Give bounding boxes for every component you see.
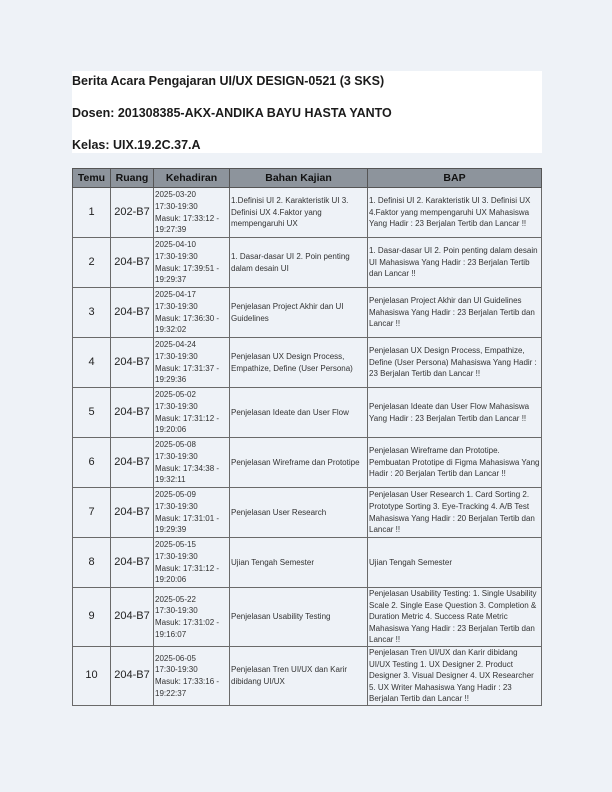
lecturer-info: Dosen: 201308385-AKX-ANDIKA BAYU HASTA YANTO bbox=[72, 106, 392, 120]
cell-bahan-kajian: Penjelasan User Research bbox=[230, 488, 368, 538]
cell-bahan-kajian: Penjelasan Tren UI/UX dan Karir dibidang UI/UX bbox=[230, 646, 368, 705]
column-header-ruang: Ruang bbox=[111, 169, 154, 188]
table-row bbox=[73, 238, 542, 288]
cell-kehadiran: 2025-06-05 17:30-19:30 Masuk: 17:33:16 - 19:22:37 bbox=[154, 646, 230, 705]
cell-bap: Penjelasan Tren UI/UX dan Karir dibidang UI/UX Testing 1. UX Designer 2. Product Designer 3. Visual Designer 4. UX Researcher 5. UX Writer Mahasiswa Yang Hadir : 23 Berjalan Tertib dan Lancar !! bbox=[368, 646, 542, 705]
cell-temu: 2 bbox=[73, 238, 111, 288]
cell-temu: 1 bbox=[73, 188, 111, 238]
cell-bap: Penjelasan Wireframe dan Prototipe. Pembuatan Prototipe di Figma Mahasiswa Yang Hadir : 20 Berjalan Tertib dan Lancar !! bbox=[368, 438, 542, 488]
cell-temu: 7 bbox=[73, 488, 111, 538]
cell-ruang: 204-B7 bbox=[111, 538, 154, 588]
column-header-kehadiran: Kehadiran bbox=[154, 169, 230, 188]
column-header-bahan-kajian: Bahan Kajian bbox=[230, 169, 368, 188]
cell-ruang: 204-B7 bbox=[111, 288, 154, 338]
cell-temu: 4 bbox=[73, 338, 111, 388]
cell-bap: Penjelasan User Research 1. Card Sorting 2. Prototype Sorting 3. Eye-Tracking 4. A/B Test Mahasiswa Yang Hadir : 20 Berjalan Tertib dan Lancar !! bbox=[368, 488, 542, 538]
cell-ruang: 204-B7 bbox=[111, 588, 154, 647]
cell-bap: 1. Definisi UI 2. Karakteristik UI 3. Definisi UX 4.Faktor yang mempengaruhi UX Mahasiswa Yang Hadir : 23 Berjalan Tertib dan Lancar !! bbox=[368, 188, 542, 238]
table-row bbox=[73, 188, 542, 238]
cell-kehadiran: 2025-04-17 17:30-19:30 Masuk: 17:36:30 - 19:32:02 bbox=[154, 288, 230, 338]
cell-temu: 3 bbox=[73, 288, 111, 338]
cell-ruang: 204-B7 bbox=[111, 488, 154, 538]
class-info: Kelas: UIX.19.2C.37.A bbox=[72, 138, 201, 152]
cell-bahan-kajian: Penjelasan Ideate dan User Flow bbox=[230, 388, 368, 438]
cell-temu: 6 bbox=[73, 438, 111, 488]
cell-kehadiran: 2025-04-10 17:30-19:30 Masuk: 17:39:51 - 19:29:37 bbox=[154, 238, 230, 288]
cell-bahan-kajian: Ujian Tengah Semester bbox=[230, 538, 368, 588]
cell-bap: Penjelasan Project Akhir dan UI Guidelines Mahasiswa Yang Hadir : 23 Berjalan Tertib dan Lancar !! bbox=[368, 288, 542, 338]
cell-kehadiran: 2025-05-02 17:30-19:30 Masuk: 17:31:12 - 19:20:06 bbox=[154, 388, 230, 438]
cell-kehadiran: 2025-04-24 17:30-19:30 Masuk: 17:31:37 - 19:29:36 bbox=[154, 338, 230, 388]
cell-ruang: 202-B7 bbox=[111, 188, 154, 238]
cell-kehadiran: 2025-05-22 17:30-19:30 Masuk: 17:31:02 - 19:16:07 bbox=[154, 588, 230, 647]
table-row bbox=[73, 488, 542, 538]
cell-bahan-kajian: Penjelasan Wireframe dan Prototipe bbox=[230, 438, 368, 488]
table-row bbox=[73, 338, 542, 388]
cell-ruang: 204-B7 bbox=[111, 338, 154, 388]
cell-ruang: 204-B7 bbox=[111, 238, 154, 288]
cell-kehadiran: 2025-05-08 17:30-19:30 Masuk: 17:34:38 - 19:32:11 bbox=[154, 438, 230, 488]
cell-ruang: 204-B7 bbox=[111, 438, 154, 488]
cell-kehadiran: 2025-05-15 17:30-19:30 Masuk: 17:31:12 - 19:20:06 bbox=[154, 538, 230, 588]
table-row bbox=[73, 388, 542, 438]
column-header-bap: BAP bbox=[368, 169, 542, 188]
table-row bbox=[73, 438, 542, 488]
cell-bahan-kajian: 1.Definisi UI 2. Karakteristik UI 3. Definisi UX 4.Faktor yang mempengaruhi UX bbox=[230, 188, 368, 238]
cell-kehadiran: 2025-05-09 17:30-19:30 Masuk: 17:31:01 - 19:29:39 bbox=[154, 488, 230, 538]
cell-ruang: 204-B7 bbox=[111, 388, 154, 438]
cell-bap: Penjelasan Usability Testing: 1. Single Usability Scale 2. Single Ease Question 3. Completion & Duration Metric 4. Success Rate Metric Mahasiswa Yang Hadir : 23 Berjalan Tertib dan Lancar !! bbox=[368, 588, 542, 647]
table-row bbox=[73, 288, 542, 338]
cell-ruang: 204-B7 bbox=[111, 646, 154, 705]
cell-bahan-kajian: Penjelasan UX Design Process, Empathize, Define (User Persona) bbox=[230, 338, 368, 388]
column-header-temu: Temu bbox=[73, 169, 111, 188]
table-row bbox=[73, 588, 542, 647]
report-title: Berita Acara Pengajaran UI/UX DESIGN-0521 (3 SKS) bbox=[72, 74, 385, 88]
cell-bap: 1. Dasar-dasar UI 2. Poin penting dalam desain UI Mahasiswa Yang Hadir : 23 Berjalan Tertib dan Lancar !! bbox=[368, 238, 542, 288]
cell-temu: 5 bbox=[73, 388, 111, 438]
cell-bap: Penjelasan Ideate dan User Flow Mahasiswa Yang Hadir : 23 Berjalan Tertib dan Lancar !! bbox=[368, 388, 542, 438]
cell-temu: 9 bbox=[73, 588, 111, 647]
cell-temu: 8 bbox=[73, 538, 111, 588]
cell-temu: 10 bbox=[73, 646, 111, 705]
table-header-row bbox=[73, 169, 542, 188]
attendance-table bbox=[72, 168, 542, 706]
cell-bahan-kajian: 1. Dasar-dasar UI 2. Poin penting dalam desain UI bbox=[230, 238, 368, 288]
cell-bahan-kajian: Penjelasan Project Akhir dan UI Guidelines bbox=[230, 288, 368, 338]
cell-kehadiran: 2025-03-20 17:30-19:30 Masuk: 17:33:12 - 19:27:39 bbox=[154, 188, 230, 238]
cell-bap: Ujian Tengah Semester bbox=[368, 538, 542, 588]
table-row bbox=[73, 538, 542, 588]
cell-bap: Penjelasan UX Design Process, Empathize, Define (User Persona) Mahasiswa Yang Hadir : 23 Berjalan Tertib dan Lancar !! bbox=[368, 338, 542, 388]
cell-bahan-kajian: Penjelasan Usability Testing bbox=[230, 588, 368, 647]
table-row bbox=[73, 646, 542, 705]
report-header bbox=[72, 71, 542, 153]
